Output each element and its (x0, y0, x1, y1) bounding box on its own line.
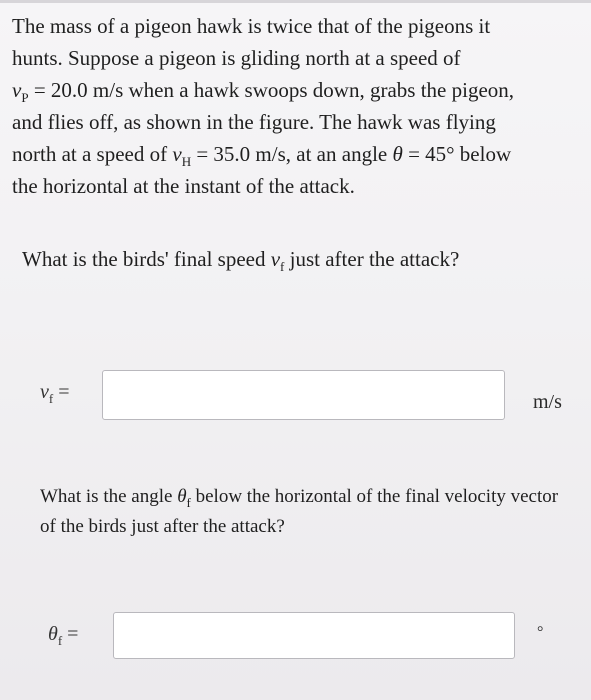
velocity-subscript: H (181, 154, 192, 170)
equals-sign: = (62, 623, 79, 645)
final-angle-subscript: f (57, 633, 63, 648)
theta-symbol: θ (177, 486, 187, 507)
final-speed-symbol: v (40, 381, 49, 403)
question-1-post: just after the attack? (284, 247, 460, 271)
question-2-post: below the horizontal of the final velocity vector of the birds just after the attack? (40, 486, 559, 537)
problem-line-3 (12, 74, 582, 106)
final-speed-subscript: f (48, 391, 54, 406)
velocity-symbol: v (270, 247, 281, 271)
velocity-symbol: v (172, 142, 182, 166)
question-final-angle (40, 482, 570, 542)
final-angle-input[interactable] (113, 612, 515, 659)
velocity-subscript: P (21, 90, 29, 106)
final-speed-unit: m/s (533, 391, 562, 413)
problem-line-4: and flies off, as shown in the figure. The hawk was flying (12, 110, 496, 134)
problem-line-5 (12, 138, 582, 170)
problem-statement (12, 10, 582, 202)
angle-text: = 45° below (402, 142, 512, 166)
problem-line-1: The mass of a pigeon hawk is twice that of the pigeons it (12, 14, 491, 38)
question-final-speed (22, 244, 459, 274)
question-1-pre: What is the birds' final speed (22, 247, 271, 271)
final-angle-symbol: θ (48, 623, 58, 645)
final-speed-input[interactable] (102, 370, 505, 420)
problem-line-2: hunts. Suppose a pigeon is gliding north at a speed of (12, 46, 461, 70)
final-angle-label (48, 623, 78, 646)
final-speed-label (40, 381, 70, 404)
problem-line-5-pre: north at a speed of (12, 142, 173, 166)
equals-sign: = (53, 381, 70, 403)
degree-unit: ° (537, 624, 544, 641)
hawk-speed-text: = 35.0 m/s, at an angle (191, 142, 393, 166)
velocity-subscript: f (280, 259, 285, 275)
top-border (0, 0, 591, 3)
theta-symbol: θ (392, 142, 403, 166)
question-2-pre: What is the angle (40, 486, 178, 507)
pigeon-speed-text: = 20.0 m/s when a hawk swoops down, grabs the pigeon, (28, 78, 515, 102)
theta-subscript: f (186, 494, 191, 510)
problem-line-6: the horizontal at the instant of the attack. (12, 174, 355, 198)
velocity-symbol: v (12, 78, 22, 102)
